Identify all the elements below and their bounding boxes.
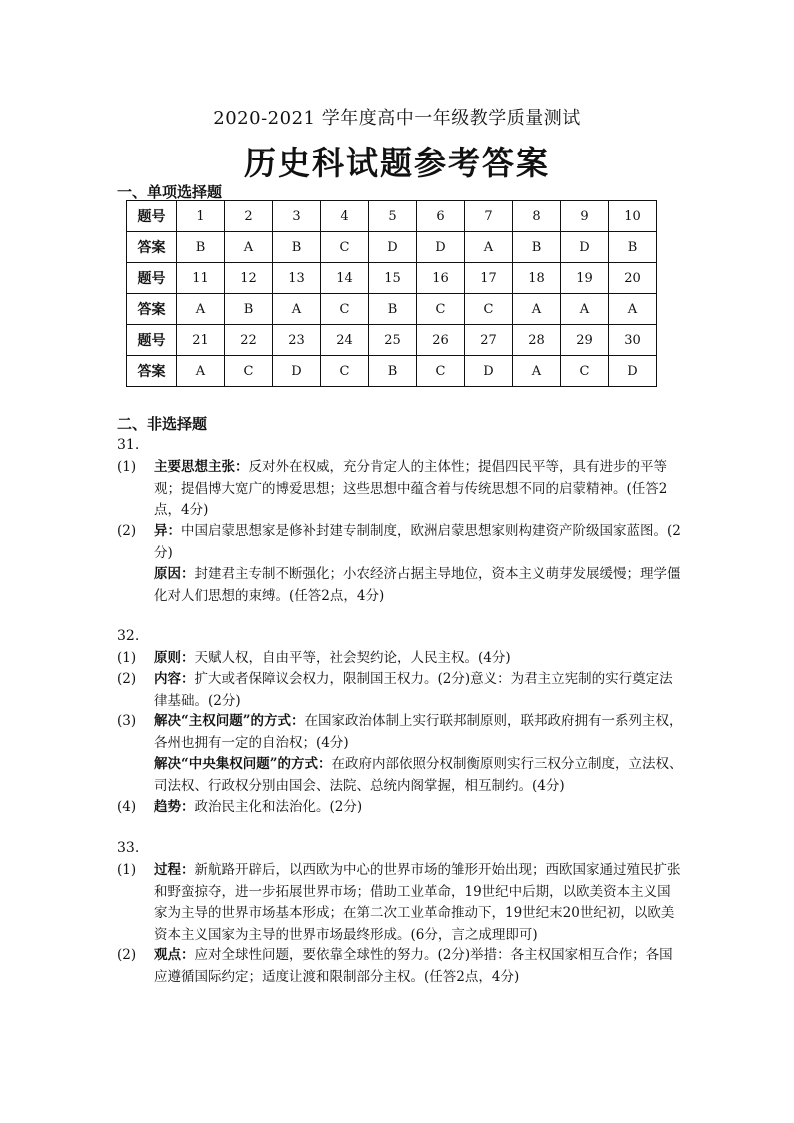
answer-table-row-label: 答案 — [127, 294, 177, 325]
answer-table-cell: 17 — [465, 263, 513, 294]
answer-table-row-label: 答案 — [127, 356, 177, 387]
answer-table-row-label: 答案 — [127, 232, 177, 263]
q32-central-key: 解决“中央集权问题”的方式： — [154, 756, 332, 772]
answer-table-cell: D — [417, 232, 465, 263]
q33-part2 — [117, 945, 683, 988]
answer-table-cell: B — [369, 356, 417, 387]
answer-table-cell: 18 — [513, 263, 561, 294]
q33-part2-text: 应对全球性问题，要依靠全球性的努力。(2分)举措：各主权国家相互合作；各国应遵循国际约定；适度让渡和限制部分主权。(任答2点，4分) — [154, 947, 673, 985]
answer-table-cell: 6 — [417, 201, 465, 232]
answer-table-cell: B — [225, 294, 273, 325]
q33-part1-key: 过程： — [154, 862, 195, 878]
q32-central-text: 在政府内部依照分权制衡原则实行三权分立制度，立法权、司法权、行政权分别由国会、法院、总统内阁掌握，相互制约。(4分) — [154, 756, 683, 794]
answer-table-cell: 3 — [273, 201, 321, 232]
answer-table-cell: B — [177, 232, 225, 263]
answer-table-cell: 29 — [561, 325, 609, 356]
exam-subtitle: 2020-2021 学年度高中一年级教学质量测试 — [213, 108, 581, 129]
question-32-number: 32. — [117, 628, 140, 644]
answer-table-cell: 23 — [273, 325, 321, 356]
answer-table-cell: C — [321, 232, 369, 263]
q32-part3-key: 解决“主权问题”的方式： — [154, 713, 305, 729]
answer-table-row — [127, 201, 657, 232]
section1-heading: 一、单项选择题 — [117, 183, 223, 201]
q33-part2-key: 观点： — [154, 947, 195, 963]
answer-table-cell: 14 — [321, 263, 369, 294]
q32-part4 — [117, 797, 683, 819]
answer-table-cell: 22 — [225, 325, 273, 356]
answer-table-cell: A — [225, 232, 273, 263]
q32-part2 — [117, 669, 683, 712]
q32-part3-text: 在国家政治体制上实行联邦制原则，联邦政府拥有一系列主权，各州也拥有一定的自治权；(4分) — [154, 713, 683, 751]
answer-table-cell: A — [609, 294, 657, 325]
q33-part1-num: (1) — [117, 862, 137, 878]
answer-table-cell: B — [513, 232, 561, 263]
answer-table-row — [127, 356, 657, 387]
answer-table-cell: 25 — [369, 325, 417, 356]
answer-table-cell: 20 — [609, 263, 657, 294]
q32-part2-text: 扩大或者保障议会权力，限制国王权力。(2分)意义：为君主立宪制的实行奠定法律基础。(2分) — [154, 671, 673, 709]
q32-part4-key: 趋势： — [154, 799, 195, 815]
q33-part2-num: (2) — [117, 947, 137, 963]
answer-table-cell: C — [417, 294, 465, 325]
q33-part1-text: 新航路开辟后，以西欧为中心的世界市场的雏形开始出现；西欧国家通过殖民扩张和野蛮掠夺，进一步拓展世界市场；借助工业革命，19世纪中后期，以欧美资本主义国家为主导的世界市场基本形成；在第二次工业革命推动下，19世纪末20世纪初，以欧美资本主义国家为主导的世界市场最终形成。(6分，言之成理即可) — [154, 862, 681, 943]
answer-table-cell: D — [369, 232, 417, 263]
q32-part1-text: 天赋人权，自由平等，社会契约论，人民主权。(4分) — [194, 650, 511, 666]
answer-table-cell: A — [465, 232, 513, 263]
q31-reason-key: 原因： — [154, 566, 195, 582]
answer-table-cell: 30 — [609, 325, 657, 356]
q32-part3-num: (3) — [117, 713, 137, 729]
q32-part2-num: (2) — [117, 671, 137, 687]
answer-table-cell: C — [321, 294, 369, 325]
answer-table-cell: 10 — [609, 201, 657, 232]
answer-table-cell: B — [369, 294, 417, 325]
q32-part1-num: (1) — [117, 650, 137, 666]
q31-part2-key: 异： — [154, 523, 181, 539]
answer-table-cell: B — [609, 232, 657, 263]
answer-table-row-label: 题号 — [127, 263, 177, 294]
answer-table-cell: A — [177, 356, 225, 387]
answer-table-cell: 15 — [369, 263, 417, 294]
answer-table-cell: 12 — [225, 263, 273, 294]
answer-table-cell: A — [513, 294, 561, 325]
answer-table-cell: 8 — [513, 201, 561, 232]
q31-part2-num: (2) — [117, 523, 137, 539]
answer-table-row — [127, 325, 657, 356]
answer-table-cell: D — [609, 356, 657, 387]
answer-table-cell: A — [561, 294, 609, 325]
q32-part4-num: (4) — [117, 799, 137, 815]
answer-table-cell: 2 — [225, 201, 273, 232]
q31-part1-text: 反对外在权威，充分肯定人的主体性；提倡四民平等，具有进步的平等观；提倡博大宽广的博爱思想；这些思想中蕴含着与传统思想不同的启蒙精神。(任答2点，4分) — [154, 459, 668, 518]
q31-part2-text: 中国启蒙思想家是修补封建专制制度，欧洲启蒙思想家则构建资产阶级国家蓝图。(2分) — [154, 523, 681, 561]
answer-table-cell: 24 — [321, 325, 369, 356]
answer-table-cell: C — [321, 356, 369, 387]
answer-table-cell: C — [465, 294, 513, 325]
answer-table — [126, 200, 657, 387]
q32-part4-text: 政治民主化和法治化。(2分) — [194, 799, 363, 815]
answer-table-cell: 16 — [417, 263, 465, 294]
answer-table-cell: 21 — [177, 325, 225, 356]
q31-part2 — [117, 521, 683, 564]
answer-table-row — [127, 232, 657, 263]
answer-table-row — [127, 263, 657, 294]
answer-table-cell: D — [465, 356, 513, 387]
answer-table-cell: 9 — [561, 201, 609, 232]
answer-table-row-label: 题号 — [127, 325, 177, 356]
section2-heading: 二、非选择题 — [117, 415, 208, 433]
q32-part3-central — [117, 754, 683, 797]
answer-table-cell: 7 — [465, 201, 513, 232]
q32-part3 — [117, 711, 683, 754]
answer-table-cell: D — [561, 232, 609, 263]
answer-table-cell: 27 — [465, 325, 513, 356]
question-31-number: 31. — [117, 437, 140, 453]
page-title: 历史科试题参考答案 — [243, 144, 550, 182]
q31-part1-key: 主要思想主张： — [154, 459, 249, 475]
answer-table-cell: C — [561, 356, 609, 387]
answer-table-cell: 4 — [321, 201, 369, 232]
answer-table-cell: C — [225, 356, 273, 387]
answer-table-cell: A — [513, 356, 561, 387]
q32-part1 — [117, 648, 683, 670]
q32-part2-key: 内容： — [154, 671, 195, 687]
answer-table-cell: C — [417, 356, 465, 387]
answer-table-cell: 28 — [513, 325, 561, 356]
answer-table-cell: D — [273, 356, 321, 387]
q31-part2-reason — [117, 564, 683, 607]
answer-table-row-label: 题号 — [127, 201, 177, 232]
answer-table-cell: 11 — [177, 263, 225, 294]
answer-table-cell: 1 — [177, 201, 225, 232]
q31-reason-text: 封建君主专制不断强化；小农经济占据主导地位，资本主义萌芽发展缓慢；理学僵化对人们思想的束缚。(任答2点，4分) — [154, 566, 681, 604]
answer-table-cell: 13 — [273, 263, 321, 294]
question-33-number: 33. — [117, 840, 140, 856]
answer-table-cell: 26 — [417, 325, 465, 356]
answer-table-cell: A — [273, 294, 321, 325]
answer-table-cell: 19 — [561, 263, 609, 294]
answer-table-row — [127, 294, 657, 325]
q32-part1-key: 原则： — [154, 650, 195, 666]
q33-part1 — [117, 860, 683, 946]
answer-table-cell: 5 — [369, 201, 417, 232]
answer-table-cell: A — [177, 294, 225, 325]
q31-part1 — [117, 457, 683, 522]
q31-part1-num: (1) — [117, 459, 137, 475]
answer-table-cell: B — [273, 232, 321, 263]
